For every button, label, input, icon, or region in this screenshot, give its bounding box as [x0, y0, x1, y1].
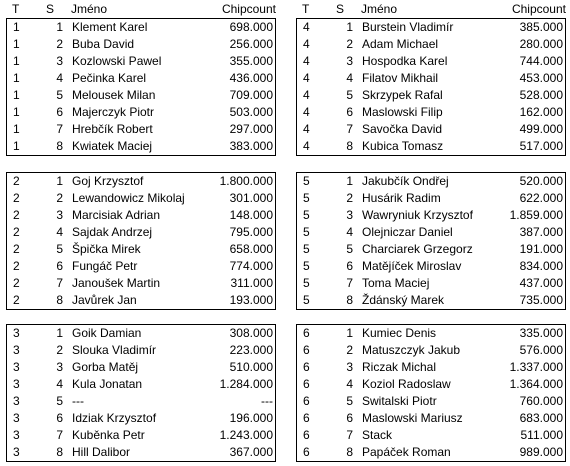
chipcount-cell: 436.000	[229, 71, 273, 85]
chipcount-cell: 162.000	[519, 105, 563, 119]
player-name-cell: Kumiec Denis	[362, 326, 437, 340]
chipcount-cell: 622.000	[519, 191, 563, 205]
table-number-cell: 6	[303, 411, 310, 425]
player-name-cell: Savočka David	[362, 122, 443, 136]
table-row	[297, 444, 565, 461]
chipcount-cell: 223.000	[229, 343, 273, 357]
player-name-cell: Fungáč Petr	[72, 259, 138, 273]
player-name-cell: Maslowski Mariusz	[362, 411, 463, 425]
chipcount-cell: 437.000	[519, 276, 563, 290]
table-row	[297, 241, 565, 258]
seat-number-cell: 6	[56, 105, 63, 119]
table-row	[7, 359, 275, 376]
chipcount-cell: 760.000	[519, 394, 563, 408]
seat-number-cell: 1	[56, 20, 63, 34]
player-name-cell: Sajdak Andrzej	[72, 225, 153, 239]
table-number-cell: 1	[13, 54, 20, 68]
player-name-cell: Olejniczar Daniel	[362, 225, 453, 239]
table-number-cell: 4	[303, 139, 310, 153]
chipcount-cell: 280.000	[519, 37, 563, 51]
table-row	[7, 207, 275, 224]
table-number-cell: 6	[303, 445, 310, 459]
table-row	[297, 104, 565, 121]
seat-number-cell: 3	[56, 208, 63, 222]
chipcount-cell: 795.000	[229, 225, 273, 239]
seat-number-cell: 4	[346, 71, 353, 85]
table-number-cell: 2	[13, 208, 20, 222]
chipcount-cell: 744.000	[519, 54, 563, 68]
player-name-cell: Hill Dalibor	[72, 445, 131, 459]
table-number-cell: 5	[303, 208, 310, 222]
table-number-cell: 2	[13, 174, 20, 188]
chipcount-cell: 335.000	[519, 326, 563, 340]
chipcount-cell: 385.000	[519, 20, 563, 34]
table-2	[6, 172, 276, 310]
player-name-cell: Toma Maciej	[362, 276, 430, 290]
seat-number-cell: 1	[346, 326, 353, 340]
player-name-cell: Buba David	[72, 37, 135, 51]
header-seat: S	[46, 2, 55, 16]
table-row	[297, 19, 565, 36]
player-name-cell: Kwiatek Maciej	[72, 139, 153, 153]
table-row	[297, 53, 565, 70]
table-number-cell: 4	[303, 54, 310, 68]
seat-number-cell: 4	[56, 377, 63, 391]
table-number-cell: 1	[13, 37, 20, 51]
header-seat: S	[336, 2, 345, 16]
table-number-cell: 5	[303, 293, 310, 307]
table-number-cell: 4	[303, 88, 310, 102]
table-row	[297, 190, 565, 207]
seat-number-cell: 5	[346, 242, 353, 256]
table-number-cell: 6	[303, 394, 310, 408]
chipcount-cell: 503.000	[229, 105, 273, 119]
table-row	[7, 410, 275, 427]
chipcount-cell: 297.000	[229, 122, 273, 136]
table-number-cell: 4	[303, 37, 310, 51]
seat-number-cell: 4	[56, 225, 63, 239]
seat-number-cell: 1	[346, 20, 353, 34]
table-number-cell: 3	[13, 411, 20, 425]
chipcount-cell: 453.000	[519, 71, 563, 85]
chipcount-cell: 1.859.000	[509, 208, 563, 222]
player-name-cell: Riczak Michal	[362, 360, 437, 374]
chipcount-cell: 735.000	[519, 293, 563, 307]
table-row	[7, 53, 275, 70]
seat-number-cell: 4	[346, 377, 353, 391]
table-number-cell: 4	[303, 71, 310, 85]
table-number-cell: 6	[303, 377, 310, 391]
table-3	[6, 324, 276, 462]
table-number-cell: 2	[13, 191, 20, 205]
player-name-cell: Hrebčík Robert	[72, 122, 153, 136]
table-row	[7, 104, 275, 121]
chipcount-cell: 196.000	[229, 411, 273, 425]
table-row	[7, 393, 275, 410]
seat-number-cell: 5	[346, 394, 353, 408]
player-name-cell: Majerczyk Piotr	[72, 105, 155, 119]
player-name-cell: Goik Damian	[72, 326, 142, 340]
table-row	[297, 359, 565, 376]
player-name-cell: Burstein Vladimír	[362, 20, 454, 34]
player-name-cell: Matějíček Miroslav	[362, 259, 462, 273]
table-number-cell: 2	[13, 242, 20, 256]
seat-number-cell: 2	[346, 191, 353, 205]
table-number-cell: 6	[303, 360, 310, 374]
player-name-cell: Kuběnka Petr	[72, 428, 145, 442]
table-row	[7, 70, 275, 87]
seat-number-cell: 7	[346, 276, 353, 290]
player-name-cell: Papáček Roman	[362, 445, 451, 459]
seat-number-cell: 1	[56, 174, 63, 188]
table-row	[7, 224, 275, 241]
seat-number-cell: 8	[56, 293, 63, 307]
table-number-cell: 3	[13, 394, 20, 408]
table-4	[296, 18, 566, 156]
table-row	[297, 36, 565, 53]
chipcount-cell: 1.243.000	[219, 428, 273, 442]
chipcount-cell: 301.000	[229, 191, 273, 205]
player-name-cell: Matuszczyk Jakub	[362, 343, 461, 357]
seat-number-cell: 5	[346, 88, 353, 102]
table-number-cell: 2	[13, 276, 20, 290]
table-6	[296, 324, 566, 462]
table-row	[297, 376, 565, 393]
table-row	[297, 275, 565, 292]
table-5	[296, 172, 566, 310]
chipcount-cell: 499.000	[519, 122, 563, 136]
player-name-cell: Kubica Tomasz	[362, 139, 444, 153]
header-table: T	[12, 2, 20, 16]
table-number-cell: 3	[13, 326, 20, 340]
player-name-cell: Marcisiak Adrian	[72, 208, 161, 222]
table-number-cell: 1	[13, 122, 20, 136]
table-row	[7, 87, 275, 104]
seat-number-cell: 7	[56, 276, 63, 290]
table-number-cell: 5	[303, 174, 310, 188]
table-row	[297, 224, 565, 241]
player-name-cell: Hospodka Karel	[362, 54, 448, 68]
chipcount-cell: 193.000	[229, 293, 273, 307]
seat-number-cell: 2	[56, 343, 63, 357]
seat-number-cell: 7	[56, 428, 63, 442]
seat-number-cell: 8	[56, 445, 63, 459]
player-name-cell: Charciarek Grzegorz	[362, 242, 473, 256]
player-name-cell: Slouka Vladimír	[72, 343, 157, 357]
seat-number-cell: 6	[346, 105, 353, 119]
seat-number-cell: 1	[56, 326, 63, 340]
right-header	[296, 2, 566, 18]
table-number-cell: 2	[13, 225, 20, 239]
seat-number-cell: 8	[346, 445, 353, 459]
player-name-cell: Jakubčík Ondřej	[362, 174, 449, 188]
table-row	[7, 173, 275, 190]
chipcount-cell: 311.000	[230, 276, 273, 290]
seat-number-cell: 5	[56, 394, 63, 408]
table-number-cell: 1	[13, 88, 20, 102]
player-name-cell: Husárik Radim	[362, 191, 441, 205]
table-number-cell: 3	[13, 445, 20, 459]
table-number-cell: 4	[303, 20, 310, 34]
table-row	[7, 444, 275, 461]
player-name-cell: Lewandowicz Mikolaj	[72, 191, 185, 205]
table-row	[297, 410, 565, 427]
header-chipcount: Chipcount	[221, 2, 276, 16]
table-row	[297, 121, 565, 138]
chipcount-cell: 1.337.000	[509, 360, 563, 374]
player-name-cell: Kozlowski Pawel	[72, 54, 162, 68]
seat-number-cell: 3	[346, 54, 353, 68]
chipcount-cell: 1.800.000	[219, 174, 273, 188]
table-row	[297, 342, 565, 359]
player-name-cell: Melousek Milan	[72, 88, 156, 102]
seat-number-cell: 8	[346, 139, 353, 153]
player-name-cell: Janoušek Martin	[72, 276, 161, 290]
chipcount-cell: 510.000	[229, 360, 273, 374]
table-number-cell: 3	[13, 360, 20, 374]
player-name-cell: Wawryniuk Krzysztof	[362, 208, 473, 222]
seat-number-cell: 6	[56, 259, 63, 273]
table-number-cell: 6	[303, 343, 310, 357]
chipcount-cell: 683.000	[519, 411, 563, 425]
header-table: T	[302, 2, 310, 16]
chipcount-cell: 576.000	[519, 343, 563, 357]
table-number-cell: 2	[13, 259, 20, 273]
table-row	[7, 342, 275, 359]
chipcount-cell: 148.000	[229, 208, 273, 222]
player-name-cell: Špička Mirek	[72, 242, 141, 256]
player-name-cell: Switalski Piotr	[362, 394, 437, 408]
seat-number-cell: 6	[56, 411, 63, 425]
table-1	[6, 18, 276, 156]
chipcount-cell: 520.000	[519, 174, 563, 188]
seat-number-cell: 7	[346, 122, 353, 136]
player-name-cell: ---	[72, 394, 84, 408]
chipcount-cell: 383.000	[229, 139, 273, 153]
table-number-cell: 5	[303, 225, 310, 239]
chipcount-cell: 989.000	[519, 445, 563, 459]
table-row	[7, 275, 275, 292]
table-row	[7, 292, 275, 309]
table-number-cell: 5	[303, 191, 310, 205]
table-row	[297, 325, 565, 342]
chipcount-cell: 308.000	[229, 326, 273, 340]
table-row	[7, 258, 275, 275]
table-number-cell: 3	[13, 428, 20, 442]
table-row	[297, 138, 565, 155]
seat-number-cell: 2	[346, 37, 353, 51]
table-row	[7, 241, 275, 258]
table-row	[7, 19, 275, 36]
table-number-cell: 5	[303, 242, 310, 256]
player-name-cell: Ždánský Marek	[362, 293, 445, 307]
table-row	[7, 121, 275, 138]
table-number-cell: 1	[13, 139, 20, 153]
chipcount-cell: 191.000	[519, 242, 563, 256]
chipcount-cell: 367.000	[229, 445, 273, 459]
table-row	[7, 138, 275, 155]
player-name-cell: Skrzypek Rafal	[362, 88, 443, 102]
table-number-cell: 6	[303, 326, 310, 340]
table-row	[297, 258, 565, 275]
seat-number-cell: 2	[56, 191, 63, 205]
left-header	[6, 2, 276, 18]
seat-number-cell: 6	[346, 411, 353, 425]
player-name-cell: Gorba Matěj	[72, 360, 139, 374]
player-name-cell: Kula Jonatan	[72, 377, 143, 391]
table-number-cell: 1	[13, 105, 20, 119]
table-row	[7, 427, 275, 444]
chipcount-cell: 517.000	[519, 139, 563, 153]
chipcount-cell: 355.000	[229, 54, 273, 68]
seat-number-cell: 3	[56, 54, 63, 68]
table-row	[7, 376, 275, 393]
player-name-cell: Klement Karel	[72, 20, 148, 34]
table-row	[7, 36, 275, 53]
header-chipcount: Chipcount	[511, 2, 566, 16]
chipcount-cell: 698.000	[229, 20, 273, 34]
seat-number-cell: 7	[56, 122, 63, 136]
player-name-cell: Koziol Radoslaw	[362, 377, 451, 391]
table-number-cell: 5	[303, 259, 310, 273]
table-number-cell: 6	[303, 428, 310, 442]
chipcount-cell: 834.000	[519, 259, 563, 273]
seat-number-cell: 2	[56, 37, 63, 51]
player-name-cell: Maslowski Filip	[362, 105, 443, 119]
seat-number-cell: 3	[56, 360, 63, 374]
player-name-cell: Idziak Krzysztof	[72, 411, 157, 425]
seat-number-cell: 5	[56, 242, 63, 256]
table-number-cell: 3	[13, 377, 20, 391]
seat-number-cell: 6	[346, 259, 353, 273]
table-row	[297, 70, 565, 87]
chipcount-cell: 528.000	[519, 88, 563, 102]
chipcount-cell: 256.000	[229, 37, 273, 51]
table-row	[297, 87, 565, 104]
seat-number-cell: 3	[346, 360, 353, 374]
seat-number-cell: 7	[346, 428, 353, 442]
table-number-cell: 5	[303, 276, 310, 290]
player-name-cell: Filatov Mikhail	[362, 71, 439, 85]
table-number-cell: 4	[303, 105, 310, 119]
chipcount-cell: 1.284.000	[219, 377, 273, 391]
seat-number-cell: 8	[56, 139, 63, 153]
header-name: Jméno	[361, 2, 398, 16]
chipcount-cell: 774.000	[229, 259, 273, 273]
chipcount-cell: 511.000	[520, 428, 563, 442]
table-number-cell: 3	[13, 343, 20, 357]
seat-number-cell: 5	[56, 88, 63, 102]
table-number-cell: 1	[13, 71, 20, 85]
table-number-cell: 4	[303, 122, 310, 136]
table-row	[297, 173, 565, 190]
header-name: Jméno	[71, 2, 108, 16]
table-row	[297, 292, 565, 309]
player-name-cell: Adam Michael	[362, 37, 439, 51]
seat-number-cell: 1	[346, 174, 353, 188]
player-name-cell: Stack	[362, 428, 393, 442]
chipcount-cell: 658.000	[229, 242, 273, 256]
seat-number-cell: 4	[56, 71, 63, 85]
chipcount-cell: 387.000	[519, 225, 563, 239]
chipcount-cell: ---	[261, 394, 273, 408]
table-number-cell: 2	[13, 293, 20, 307]
table-row	[297, 427, 565, 444]
player-name-cell: Pečinka Karel	[72, 71, 147, 85]
seat-number-cell: 2	[346, 343, 353, 357]
table-row	[297, 207, 565, 224]
player-name-cell: Goj Krzysztof	[72, 174, 144, 188]
table-row	[7, 325, 275, 342]
player-name-cell: Javůrek Jan	[72, 293, 137, 307]
seat-number-cell: 8	[346, 293, 353, 307]
chipcount-cell: 709.000	[229, 88, 273, 102]
table-number-cell: 1	[13, 20, 20, 34]
chipcount-cell: 1.364.000	[509, 377, 563, 391]
table-row	[297, 393, 565, 410]
seat-number-cell: 4	[346, 225, 353, 239]
seat-number-cell: 3	[346, 208, 353, 222]
table-row	[7, 190, 275, 207]
